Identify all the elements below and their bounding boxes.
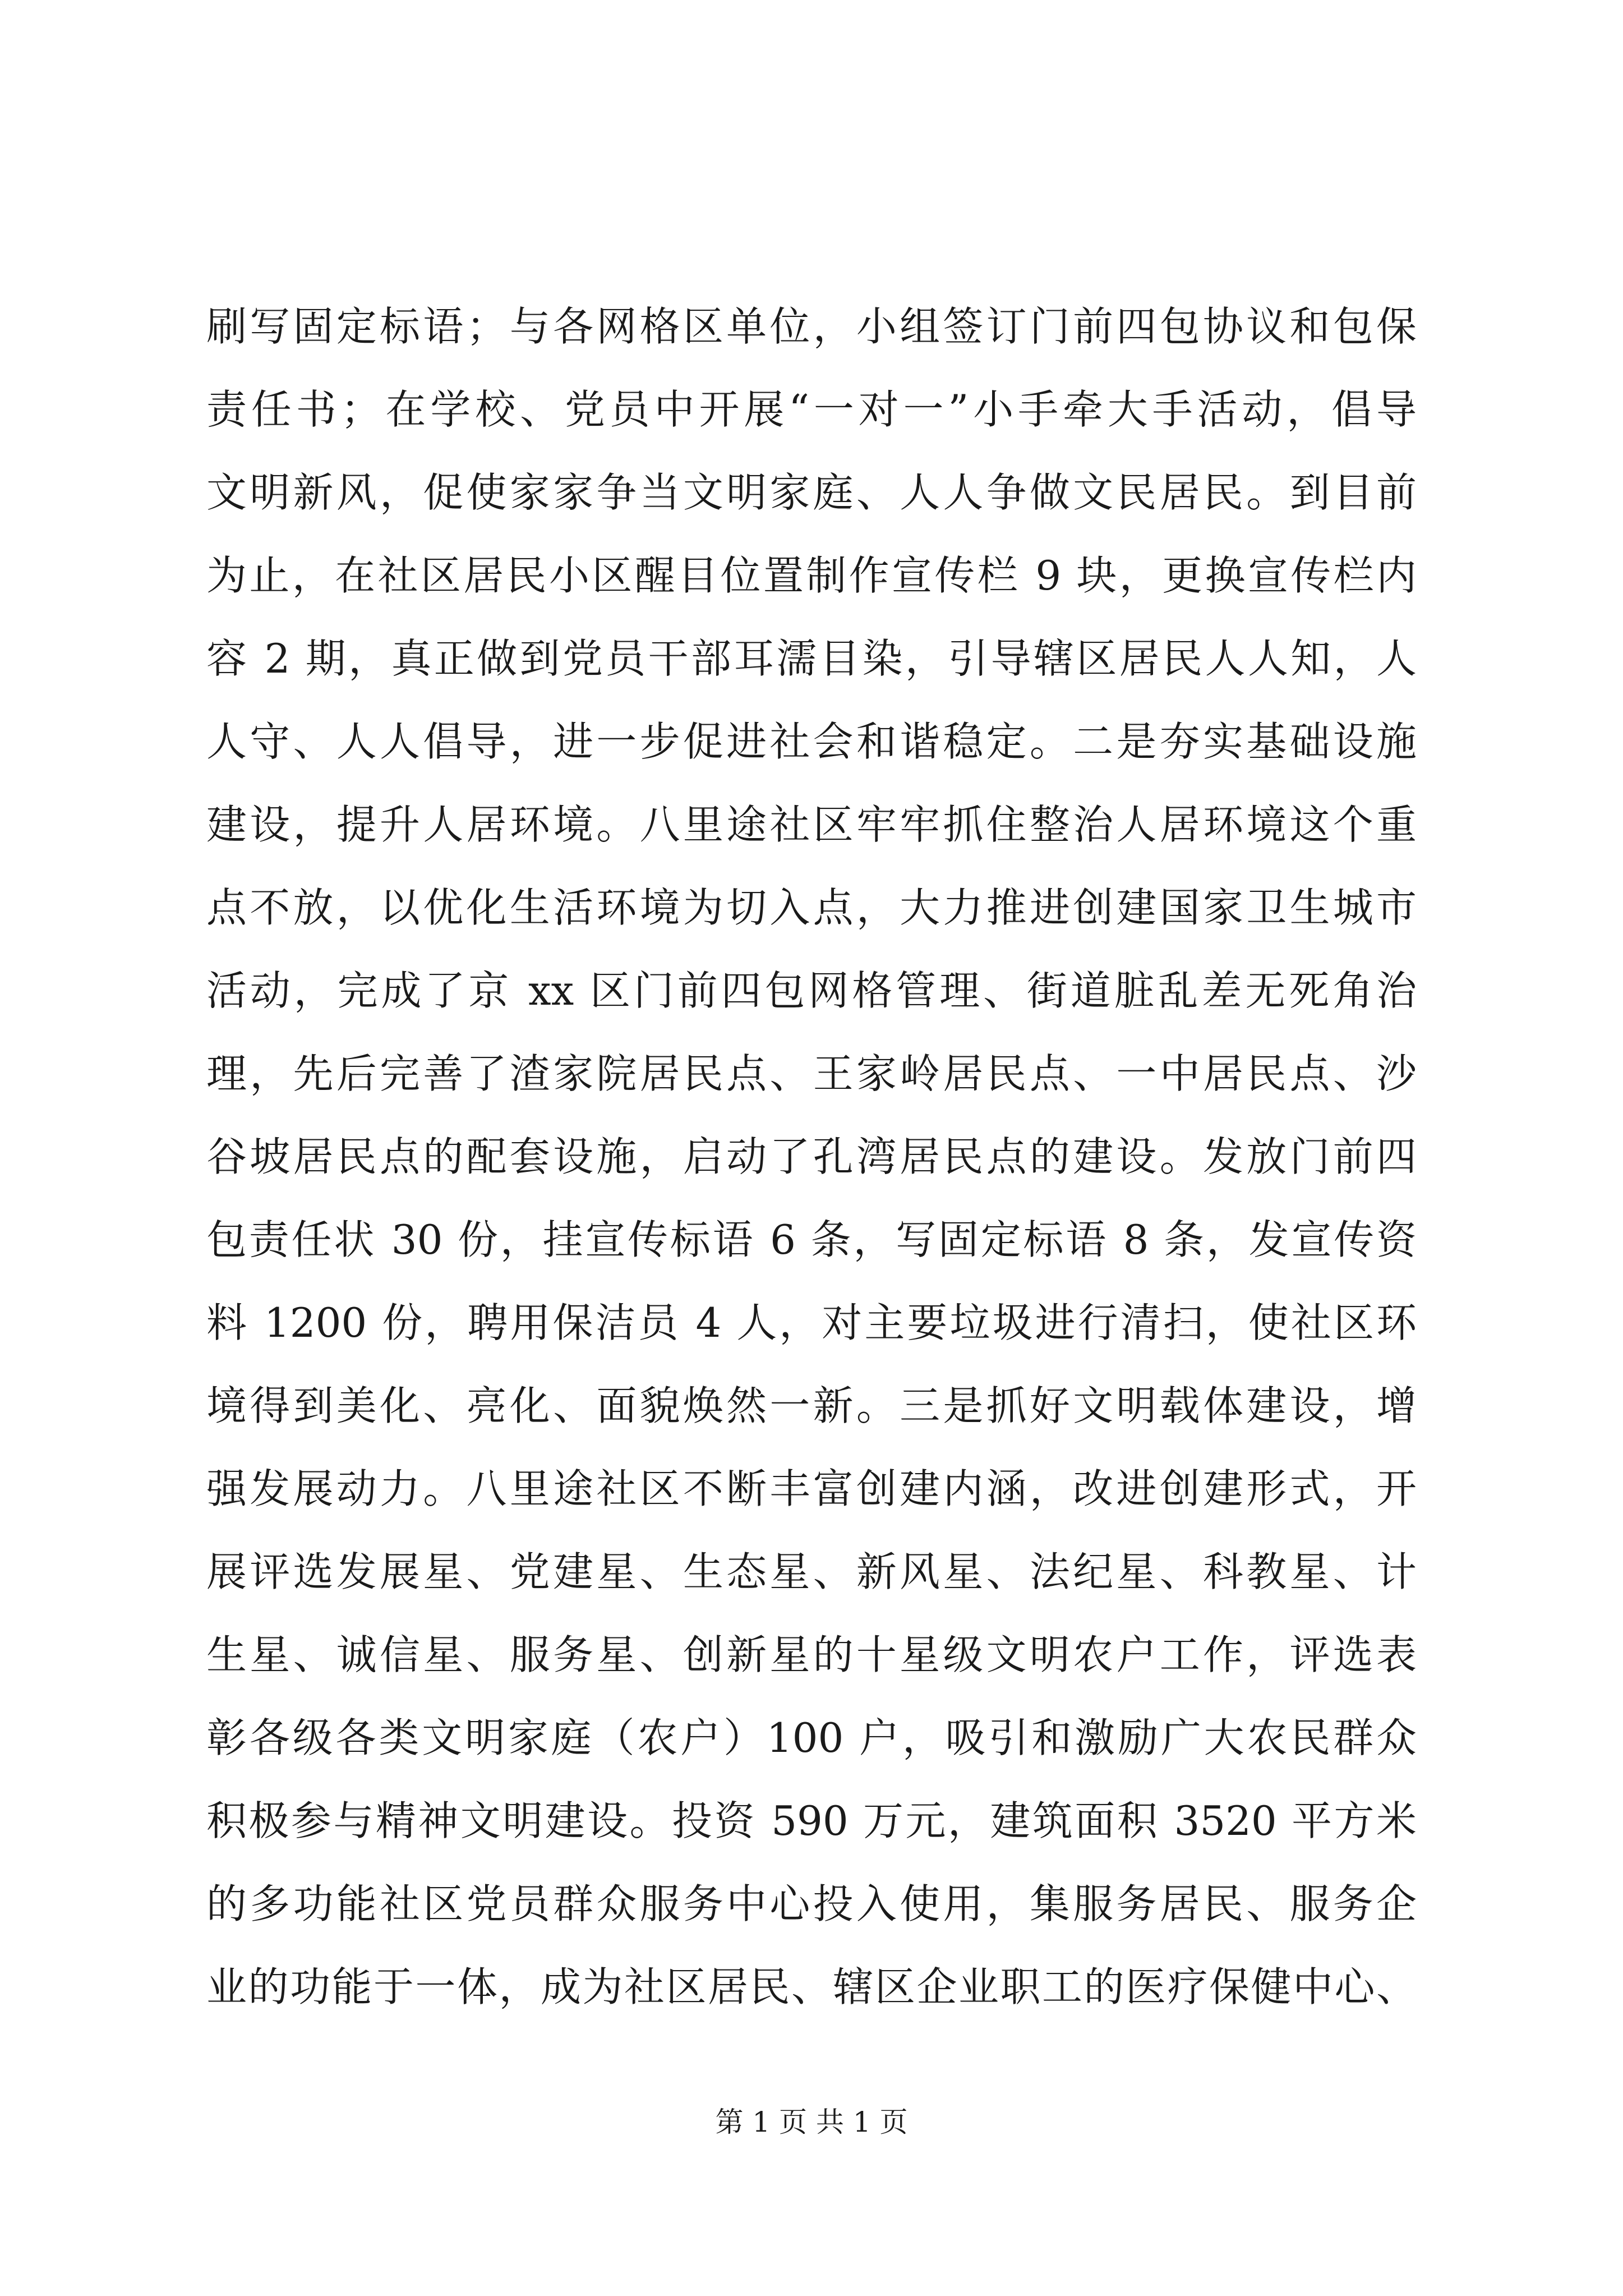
text-line: 强发展动力。八里途社区不断丰富创建内涵，改进创建形式，开 [206, 1465, 1417, 1512]
text-line: 活动，完成了京 xx 区门前四包网格管理、街道脏乱差无死角治 [206, 967, 1417, 1014]
text-line: 境得到美化、亮化、面貌焕然一新。三是抓好文明载体建设，增 [206, 1382, 1417, 1429]
text-line: 建设，提升人居环境。八里途社区牢牢抓住整治人居环境这个重 [206, 801, 1417, 848]
text-line: 彰各级各类文明家庭（农户）100 户，吸引和激励广大农民群众 [206, 1714, 1417, 1761]
text-line: 积极参与精神文明建设。投资 590 万元，建筑面积 3520 平方米 [206, 1797, 1417, 1844]
text-line: 包责任状 30 份，挂宣传标语 6 条，写固定标语 8 条，发宣传资 [206, 1216, 1417, 1263]
text-line: 刷写固定标语；与各网格区单位，小组签订门前四包协议和包保 [206, 303, 1417, 350]
text-line: 文明新风，促使家家争当文明家庭、人人争做文民居民。到目前 [206, 469, 1417, 516]
text-line: 容 2 期，真正做到党员干部耳濡目染，引导辖区居民人人知，人 [206, 635, 1417, 682]
text-line: 生星、诚信星、服务星、创新星的十星级文明农户工作，评选表 [206, 1631, 1417, 1678]
text-line: 理，先后完善了渣家院居民点、王家岭居民点、一中居民点、沙 [206, 1050, 1417, 1097]
text-line: 责任书；在学校、党员中开展“一对一”小手牵大手活动，倡导 [206, 386, 1417, 433]
text-line: 人守、人人倡导，进一步促进社会和谐稳定。二是夯实基础设施 [206, 718, 1417, 765]
body-paragraph [206, 285, 1417, 2028]
text-line: 业的功能于一体，成为社区居民、辖区企业职工的医疗保健中心、 [206, 1963, 1417, 2010]
text-line: 为止，在社区居民小区醒目位置制作宣传栏 9 块，更换宣传栏内 [206, 552, 1417, 599]
text-line: 谷坡居民点的配套设施，启动了孔湾居民点的建设。发放门前四 [206, 1133, 1417, 1180]
text-line: 展评选发展星、党建星、生态星、新风星、法纪星、科教星、计 [206, 1548, 1417, 1595]
text-line: 料 1200 份，聘用保洁员 4 人，对主要垃圾进行清扫，使社区环 [206, 1299, 1417, 1346]
page-number-footer: 第 1 页 共 1 页 [715, 2106, 908, 2138]
text-line: 点不放，以优化生活环境为切入点，大力推进创建国家卫生城市 [206, 884, 1417, 931]
text-line: 的多功能社区党员群众服务中心投入使用，集服务居民、服务企 [206, 1880, 1417, 1927]
